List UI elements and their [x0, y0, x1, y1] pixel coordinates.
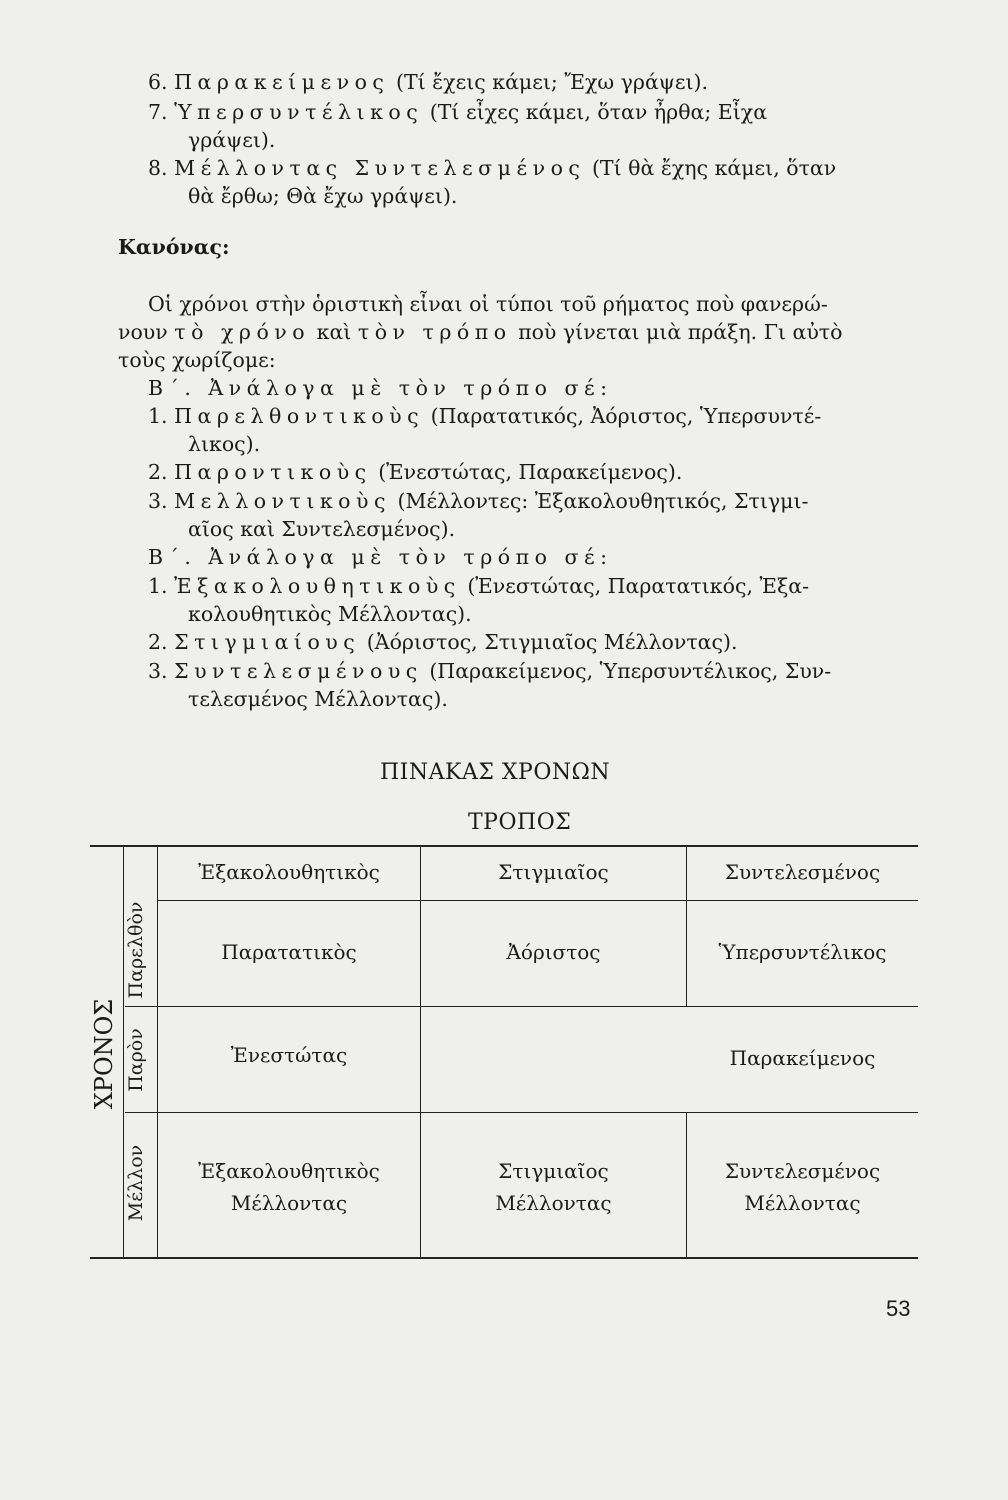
group-b-item-3-cont: τελεσμένος Μέλλοντας). [188, 687, 448, 711]
row-label-future: Μέλλον [125, 1144, 147, 1222]
group-b-item-2: 2. Στιγμιαίους (Ἀόριστος, Στιγμιαῖος Μέλλοντας). [148, 630, 738, 654]
group-a-item-2: 2. Παροντικοὺς (Ἐνεστώτας, Παρακείμενος). [148, 460, 683, 484]
column-header: Στιγμιαῖος [498, 860, 609, 884]
table-cell: Στιγμιαῖος Μέλλοντας [495, 1159, 612, 1215]
rule-heading: Κανόνας: [118, 235, 230, 259]
row-axis-label: ΧΡΟΝΟΣ [90, 998, 118, 1110]
list-item-8: 8. Μέλλοντας Συντελεσμένος (Τί θὰ ἔχης κάμει, ὅταν [148, 156, 837, 180]
table-subtitle: ΤΡΟΠΟΣ [468, 810, 572, 835]
table-cell: Ἐξακολουθητικὸς Μέλλοντας [198, 1159, 380, 1215]
rule-line-1: Οἱ χρόνοι στὴν ὁριστικὴ εἶναι οἱ τύποι τοῦ ρήματος ποὺ φανερώ- [148, 292, 828, 316]
group-b-item-1-cont: κολουθητικὸς Μέλλοντας). [188, 602, 472, 626]
page-number: 53 [886, 1296, 911, 1321]
table-cell: Ἐνεστώτας [230, 1043, 348, 1067]
row-label-past: Παρελθὸν [125, 901, 147, 999]
rule-line-2: νουν τὸ χρόνο καὶ τὸν τρόπο ποὺ γίνεται μιὰ πράξη. Γι αὐτὸ [118, 320, 843, 344]
group-b-title: Β΄. Ἀνάλογα μὲ τὸν τρόπο σέ: [148, 545, 613, 569]
table-cell: Ὑπερσυντέλικος [718, 940, 887, 964]
group-b-item-3: 3. Συντελεσμένους (Παρακείμενος, Ὑπερσυντέλικος, Συν- [148, 659, 832, 683]
table-cell: Συντελεσμένος Μέλλοντας [724, 1159, 881, 1215]
list-item-6: 6. Παρακείμενος (Τί ἔχεις κάμει; Ἔχω γράψει). [148, 70, 709, 94]
group-a-title: Β΄. Ἀνάλογα μὲ τὸν τρόπο σέ: [148, 376, 613, 400]
list-item-7: 7. Ὑπερσυντέλικος (Τί εἶχες κάμει, ὅταν ἦρθα; Εἶχα [148, 100, 768, 124]
list-item-8-cont: θὰ ἔρθω; Θὰ ἔχω γράψει). [188, 184, 458, 208]
table-cell: Ἀόριστος [506, 940, 601, 964]
group-a-item-3: 3. Μελλοντικοὺς (Μέλλοντες: Ἐξακολουθητικός, Στιγμι- [148, 489, 809, 513]
table-cell: Παρακείμενος [729, 1046, 876, 1070]
row-label-present: Παρὸν [125, 1028, 147, 1092]
group-a-item-1: 1. Παρελθοντικοὺς (Παρατατικός, Ἀόριστος, Ὑπερσυντέ- [148, 404, 822, 428]
group-a-item-1-cont: λικος). [188, 432, 261, 456]
table-cell: Παρατατικὸς [221, 940, 357, 964]
list-item-7-cont: γράψει). [188, 128, 276, 152]
group-a-item-3-cont: αῖος καὶ Συντελεσμένος). [188, 517, 456, 541]
group-b-item-1: 1. Ἐξακολουθητικοὺς (Ἐνεστώτας, Παρατατικός, Ἐξα- [148, 574, 810, 598]
column-header: Ἐξακολουθητικὸς [198, 860, 380, 884]
column-header: Συντελεσμένος [724, 860, 881, 884]
table-title: ΠΙΝΑΚΑΣ ΧΡΟΝΩΝ [380, 760, 611, 785]
rule-line-3: τοὺς χωρίζομε: [118, 348, 276, 372]
